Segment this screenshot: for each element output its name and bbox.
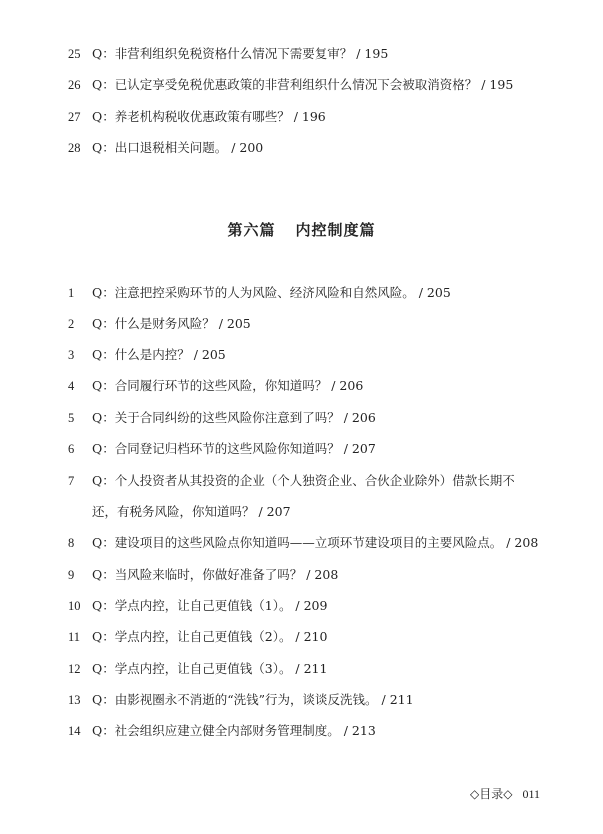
entry-text: Q：建设项目的这些风险点你知道吗——立项环节建设项目的主要风险点。 / 208 (92, 535, 539, 550)
entry-text: Q：出口退税相关问题。 / 200 (92, 140, 264, 155)
entry-text: Q：关于合同纠纷的这些风险你注意到了吗？ / 206 (92, 410, 376, 425)
entry-number: 9 (68, 568, 75, 582)
entry-text: Q：非营利组织免税资格什么情况下需要复审？ / 195 (92, 46, 389, 61)
entry-text: Q：注意把控采购环节的人为风险、经济风险和自然风险。 / 205 (92, 285, 451, 300)
entry-number: 6 (68, 442, 75, 456)
entry-text: Q：由影视圈永不消逝的“洗钱”行为，谈谈反洗钱。 / 211 (92, 692, 414, 707)
section-name: 内控制度篇 (295, 221, 376, 239)
entry-text: Q：什么是内控？ / 205 (92, 347, 226, 362)
entry-text: Q：当风险来临时，你做好准备了吗？ / 208 (92, 567, 339, 582)
entry-number: 10 (68, 599, 81, 613)
entry-number: 8 (68, 536, 75, 550)
entry-number: 7 (68, 474, 75, 488)
section-title (0, 219, 603, 240)
entry-number: 26 (68, 78, 81, 92)
section-part: 第六篇 (227, 221, 276, 239)
entry-text: Q：什么是财务风险？ / 205 (92, 316, 251, 331)
entry-number: 1 (68, 286, 75, 300)
entry-text: Q：合同履行环节的这些风险，你知道吗？ / 206 (92, 378, 364, 393)
entry-text: Q：社会组织应建立健全内部财务管理制度。 / 213 (92, 723, 376, 738)
footer-label: ◇目录◇ (470, 787, 513, 801)
entry-number: 13 (68, 693, 81, 707)
entry-text: Q：养老机构税收优惠政策有哪些？ / 196 (92, 109, 326, 124)
entry-number: 4 (68, 379, 75, 393)
entry-text: Q：已认定享受免税优惠政策的非营利组织什么情况下会被取消资格？ / 195 (92, 77, 514, 92)
entry-text: Q：学点内控，让自己更值钱（2）。 / 210 (92, 629, 328, 644)
entry-text: Q：个人投资者从其投资的企业（个人独资企业、合伙企业除外）借款长期不 (92, 473, 515, 488)
entry-number: 25 (68, 47, 81, 61)
entry-number: 28 (68, 141, 81, 155)
entry-number: 27 (68, 110, 81, 124)
entry-number: 5 (68, 411, 75, 425)
entry-number: 3 (68, 348, 75, 362)
page-footer (470, 786, 540, 802)
entry-number: 2 (68, 317, 75, 331)
entry-text: Q：学点内控，让自己更值钱（3）。 / 211 (92, 661, 328, 676)
entry-text-continuation: 还，有税务风险，你知道吗？ / 207 (92, 504, 291, 519)
entry-text: Q：合同登记归档环节的这些风险你知道吗？ / 207 (92, 441, 376, 456)
entry-number: 12 (68, 662, 81, 676)
entry-text: Q：学点内控，让自己更值钱（1）。 / 209 (92, 598, 328, 613)
entry-number: 11 (68, 630, 81, 644)
page-number: 011 (522, 787, 541, 801)
entry-number: 14 (68, 724, 81, 738)
